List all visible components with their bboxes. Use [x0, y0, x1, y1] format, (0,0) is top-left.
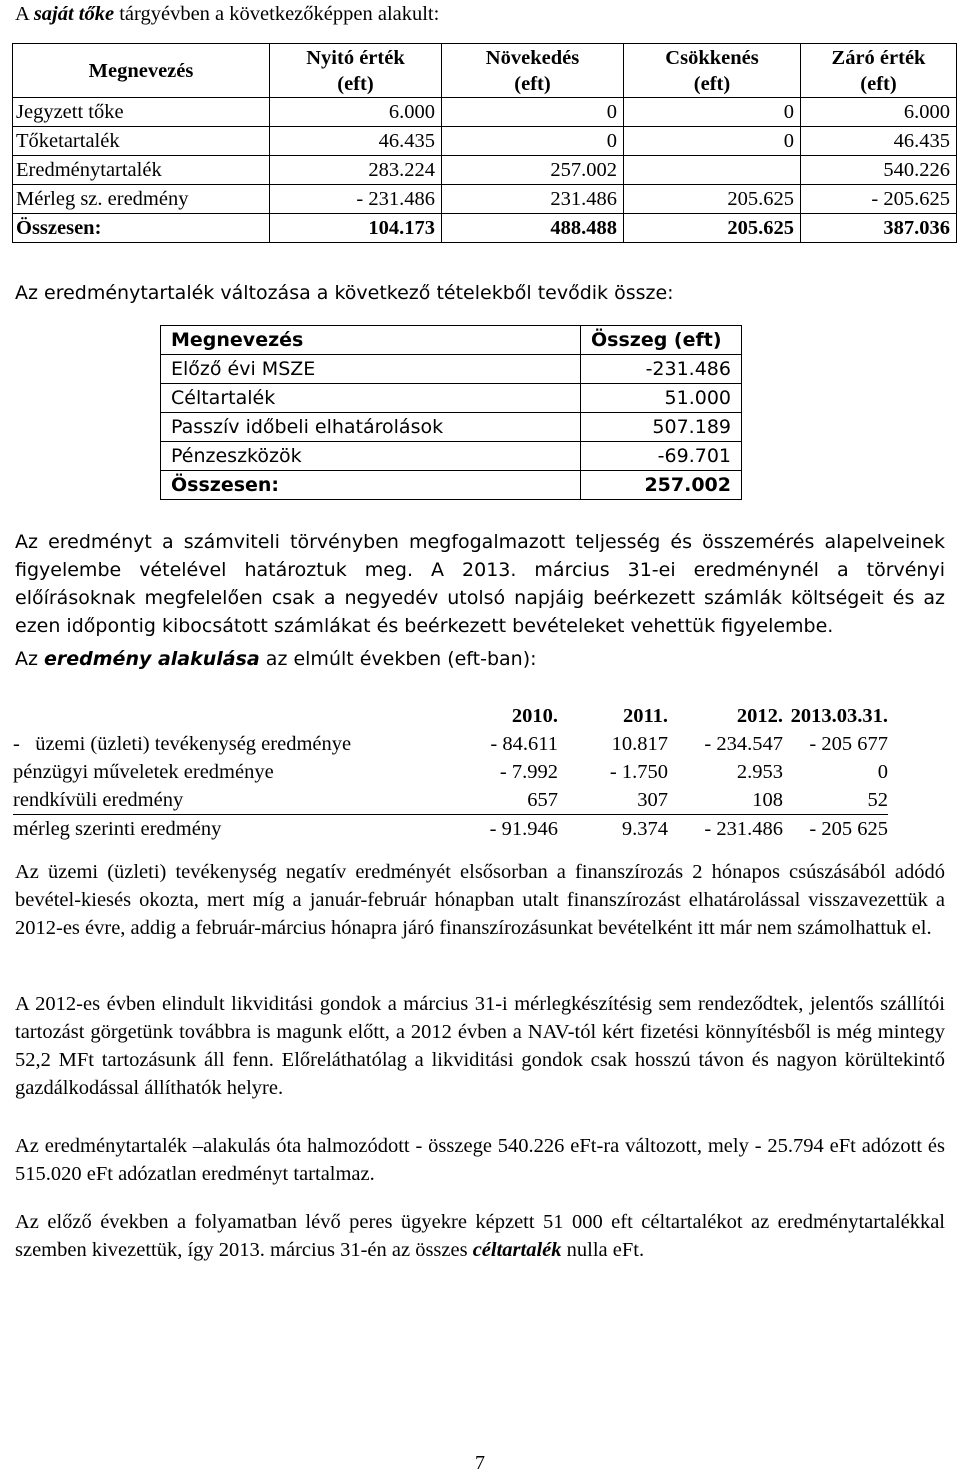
table-row: Jegyzett tőke 6.000 0 0 6.000 — [13, 98, 957, 127]
reserve-total-row: Összesen: 257.002 — [161, 471, 742, 500]
equity-total-row: Összesen: 104.173 488.488 205.625 387.036 — [13, 214, 957, 243]
table-row: pénzügyi műveletek eredménye - 7.992 - 1.750 2.953 0 — [13, 761, 888, 783]
header-open: Nyitó érték (eft) — [270, 44, 442, 98]
paragraph-accounting: Az eredményt a számviteli törvényben megfogalmazott teljesség és összemérés alapelveinek figyelembe vételével határoztuk meg. A 2013. március 31-ei eredménynél a törvényi előírásoknak megfelelően csak a negyedév utolsó napjáig beérkezett számlák költségeit és az ezen időpontig kibocsátott számlákat és beérkezett bevételeket vehettük figyelembe. — [15, 531, 945, 637]
equity-header-row — [13, 44, 957, 98]
table-row: Tőketartalék 46.435 0 0 46.435 — [13, 127, 957, 156]
intro-emphasis: saját tőke — [33, 3, 115, 25]
equity-intro: A saját tőke tárgyévben a következőképpen alakult: — [15, 3, 440, 25]
result-intro: Az eredmény alakulása az elmúlt években (eft-ban): — [15, 648, 537, 670]
reserve-header-row: Megnevezés Összeg (eft) — [161, 326, 742, 355]
result-table — [13, 702, 888, 843]
table-row: Passzív időbeli elhatárolások 507.189 — [161, 413, 742, 442]
table-row: Előző évi MSZE -231.486 — [161, 355, 742, 384]
header-close: Záró érték (eft) — [801, 44, 957, 98]
equity-table — [12, 43, 957, 243]
paragraph-operating-result: Az üzemi (üzleti) tevékenység negatív eredményét elsősorban a finanszírozás 2 hónapos csúszásából adódó bevétel-kiesés okozta, mert míg a január-február hónapban utalt finanszírozást elhatárolással visszavezettük a 2012-es évre, addig a február-március hónapra járó finanszírozásunkat bevételként itt már nem számolhattuk el. — [15, 861, 945, 939]
paragraph-reserve: Az eredménytartalék –alakulás óta halmozódott - összege 540.226 eFt-ra változott, mely - 25.794 eFt adózott és 515.020 eFt adózatlan eredményt tartalmaz. — [15, 1135, 945, 1185]
result-header-row: 2010. 2011. 2012. 2013.03.31. — [511, 705, 888, 727]
paragraph-liquidity: A 2012-es évben elindult likviditási gondok a március 31-i mérlegkészítésig sem rendeződtek, jelentős szállítói tartozást görgetünk továbbra is magunk előtt, a 2012 évben a NAV-tól kért fizetési könnyítésből is még mintegy 52,2 MFt tartozásunk áll fenn. Előreláthatólag a likviditási gondok csak hosszú távon és nagyon körültekintő gazdálkodással állíthatók helyre. — [15, 993, 945, 1099]
table-row: Mérleg sz. eredmény - 231.486 231.486 205.625 - 205.625 — [13, 185, 957, 214]
table-row: Pénzeszközök -69.701 — [161, 442, 742, 471]
page-number: 7 — [475, 1452, 485, 1474]
provision-emphasis: céltartalék — [472, 1239, 562, 1261]
table-row: Céltartalék 51.000 — [161, 384, 742, 413]
table-row: rendkívüli eredmény 657 307 108 52 — [13, 786, 888, 815]
table-row: - üzemi (üzleti) tevékenység eredménye - 84.611 10.817 - 234.547 - 205 677 — [13, 733, 888, 755]
result-intro-emphasis: eredmény alakulása — [44, 648, 260, 670]
paragraph-provision: Az előző években a folyamatban lévő peres ügyekre képzett 51 000 eft céltartalékot az eredménytartalékkal szemben kivezettük, így 2013. március 31-én az összes céltartalék nulla eFt. — [15, 1211, 945, 1261]
header-decrease: Csökkenés (eft) — [624, 44, 801, 98]
header-name: Megnevezés — [13, 44, 270, 98]
table-row: Eredménytartalék 283.224 257.002 540.226 — [13, 156, 957, 185]
reserve-table — [160, 325, 742, 500]
header-increase: Növekedés (eft) — [442, 44, 624, 98]
reserve-intro: Az eredménytartalék változása a következő tételekből tevődik össze: — [15, 282, 674, 304]
table-row: mérleg szerinti eredmény - 91.946 9.374 - 231.486 - 205 625 — [13, 818, 888, 840]
